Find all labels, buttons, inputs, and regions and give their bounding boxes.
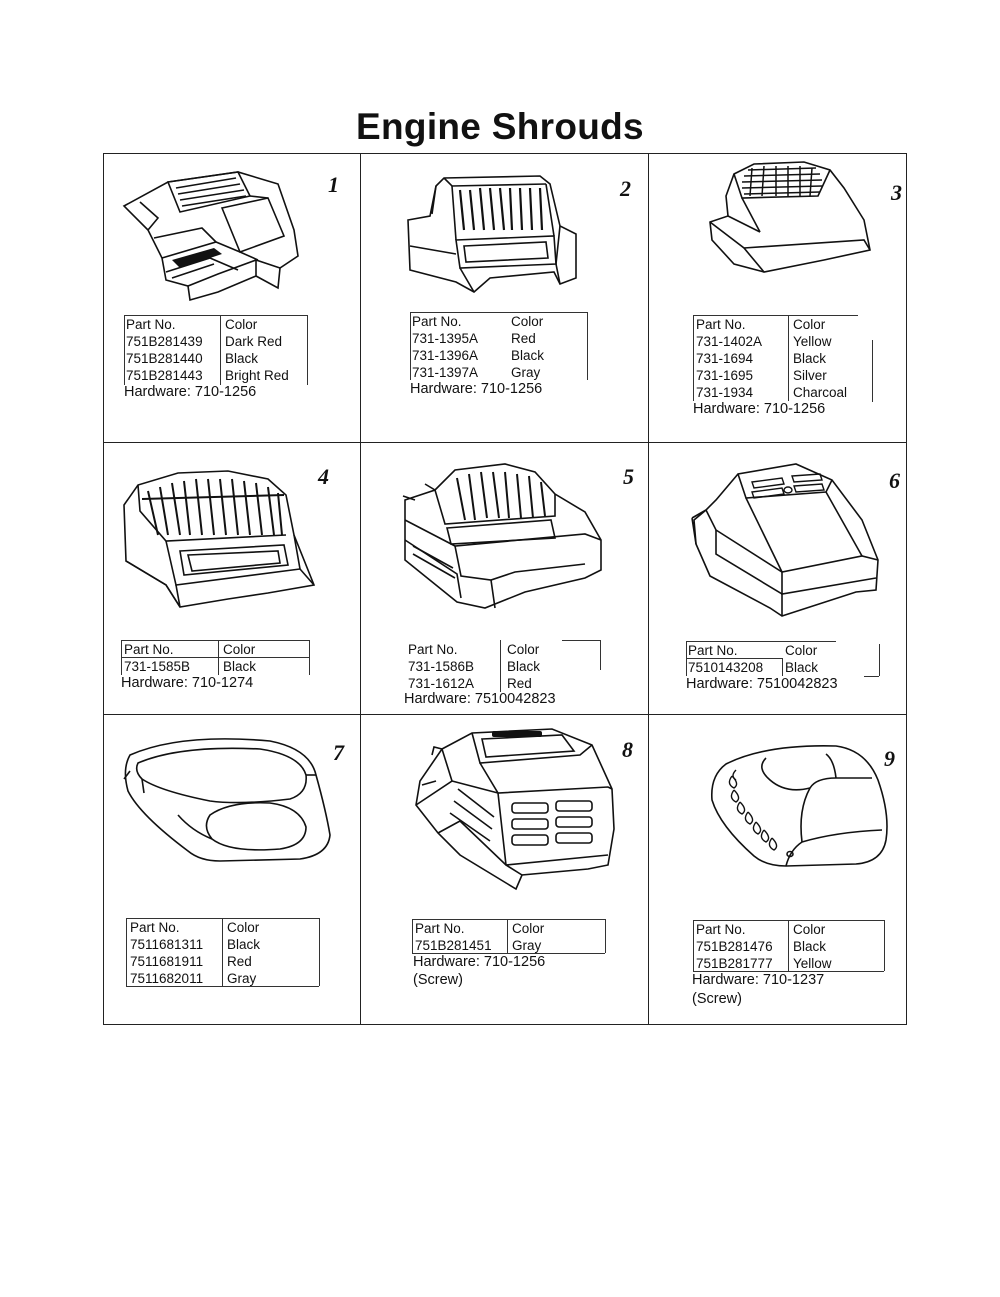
part-number: 731-1397A	[412, 365, 479, 380]
hardware-label: Hardware: 710-1256	[124, 384, 257, 400]
color-header: Color	[223, 642, 256, 657]
hardware-label: Hardware: 710-1256	[410, 381, 543, 397]
color-header: Color	[225, 317, 258, 332]
shroud-4-illustration	[118, 465, 318, 610]
item-number: 6	[889, 468, 900, 493]
part-color: Black	[223, 659, 257, 674]
table-header	[124, 641, 256, 658]
color-header: Color	[793, 317, 826, 332]
part-number: 731-1695	[696, 368, 754, 383]
part-color: Black	[507, 659, 541, 674]
part-color: Black	[225, 351, 259, 366]
color-header: Color	[793, 922, 826, 937]
color-header: Color	[227, 920, 260, 935]
item-number: 4	[318, 464, 329, 489]
grid-divider	[104, 714, 906, 715]
grid-divider	[360, 154, 361, 1024]
part-number: 7511681911	[130, 954, 204, 969]
table-row	[130, 970, 260, 987]
parts-table	[124, 641, 256, 675]
part-number: 7511681311	[130, 937, 204, 952]
part-color: Gray	[511, 365, 541, 380]
table-row	[696, 350, 847, 367]
part-no-header: Part No.	[696, 317, 746, 332]
part-no-header: Part No.	[412, 314, 462, 329]
part-color: Gray	[512, 938, 542, 953]
table-row	[696, 367, 847, 384]
grid-divider	[104, 442, 906, 443]
hardware-label: Hardware: 710-1237	[692, 972, 825, 988]
part-color: Charcoal	[793, 385, 848, 400]
part-number: 751B281439	[126, 334, 203, 349]
grid-divider	[648, 154, 649, 1024]
part-color: Black	[511, 348, 545, 363]
part-number: 731-1586B	[408, 659, 475, 674]
parts-table	[696, 316, 847, 401]
table-row	[412, 364, 544, 381]
table-header	[408, 641, 540, 658]
table-row	[124, 658, 256, 675]
part-no-header: Part No.	[130, 920, 180, 935]
shroud-2-illustration	[400, 170, 590, 300]
hardware-label: Hardware: 7510042823	[686, 676, 838, 692]
part-color: Yellow	[793, 956, 832, 971]
part-no-header: Part No.	[696, 922, 746, 937]
shroud-8-illustration	[412, 725, 620, 893]
color-header: Color	[511, 314, 544, 329]
table-row	[130, 936, 260, 953]
part-number: 751B281777	[696, 956, 773, 971]
table-row	[688, 659, 818, 676]
hardware-label: Hardware: 710-1274	[121, 675, 254, 691]
color-header: Color	[512, 921, 545, 936]
table-row	[696, 384, 847, 401]
table-row	[696, 955, 832, 972]
table-row	[130, 953, 260, 970]
shroud-9-illustration	[706, 740, 892, 870]
table-header	[696, 316, 847, 333]
part-no-header: Part No.	[124, 642, 174, 657]
table-row	[126, 350, 289, 367]
part-number: 751B281476	[696, 939, 773, 954]
table-row	[415, 937, 544, 954]
part-number: 751B281443	[126, 368, 203, 383]
table-row	[696, 938, 832, 955]
part-number: 751B281451	[415, 938, 492, 953]
parts-table	[412, 313, 544, 381]
item-number: 3	[891, 180, 902, 205]
parts-table	[130, 919, 260, 987]
part-color: Silver	[793, 368, 827, 383]
part-no-header: Part No.	[126, 317, 176, 332]
part-number: 751B281440	[126, 351, 203, 366]
part-no-header: Part No.	[415, 921, 465, 936]
hardware-label: Hardware: 710-1256	[413, 954, 546, 970]
part-number: 731-1396A	[412, 348, 479, 363]
table-row	[408, 658, 540, 675]
table-header	[696, 921, 832, 938]
parts-table	[408, 641, 540, 692]
table-row	[696, 333, 847, 350]
table-row	[412, 347, 544, 364]
part-number: 7510143208	[688, 660, 764, 675]
part-color: Dark Red	[225, 334, 283, 349]
item-number: 5	[623, 464, 634, 489]
part-color: Red	[511, 331, 536, 346]
shroud-7-illustration	[120, 735, 335, 865]
table-row	[126, 367, 289, 384]
table-header	[415, 920, 544, 937]
item-number: 8	[622, 737, 633, 762]
part-no-header: Part No.	[408, 642, 458, 657]
shroud-3-illustration	[704, 160, 879, 285]
part-number: 731-1395A	[412, 331, 479, 346]
part-color: Yellow	[793, 334, 832, 349]
part-color: Black	[793, 939, 827, 954]
shroud-6-illustration	[686, 460, 882, 620]
part-color: Black	[227, 937, 261, 952]
part-color: Black	[785, 660, 819, 675]
part-color: Gray	[227, 971, 257, 986]
shroud-1-illustration	[118, 168, 308, 303]
parts-table	[688, 642, 818, 676]
part-color: Red	[227, 954, 252, 969]
hardware-label: Hardware: 7510042823	[404, 691, 556, 707]
hardware-label: Hardware: 710-1256	[693, 401, 826, 417]
item-number: 1	[328, 172, 339, 197]
part-number: 731-1402A	[696, 334, 763, 349]
part-color: Red	[507, 676, 532, 691]
item-number: 9	[884, 746, 895, 771]
parts-table	[415, 920, 544, 954]
item-number: 2	[620, 176, 631, 201]
part-color: Bright Red	[225, 368, 289, 383]
part-number: 731-1612A	[408, 676, 475, 691]
parts-table	[126, 316, 289, 384]
part-color: Black	[793, 351, 827, 366]
table-header	[130, 919, 260, 936]
part-number: 731-1694	[696, 351, 754, 366]
part-number: 7511682011	[130, 971, 204, 986]
table-row	[412, 330, 544, 347]
table-header	[412, 313, 544, 330]
hardware-note: (Screw)	[692, 991, 742, 1007]
color-header: Color	[507, 642, 540, 657]
table-row	[408, 675, 540, 692]
table-row	[126, 333, 289, 350]
hardware-note: (Screw)	[413, 972, 463, 988]
shroud-5-illustration	[395, 460, 607, 615]
color-header: Color	[785, 643, 818, 658]
part-no-header: Part No.	[688, 643, 738, 658]
parts-table	[696, 921, 832, 972]
table-header	[688, 642, 818, 659]
part-number: 731-1934	[696, 385, 754, 400]
part-number: 731-1585B	[124, 659, 191, 674]
page-title: Engine Shrouds	[356, 106, 644, 147]
item-number: 7	[333, 740, 344, 765]
table-header	[126, 316, 289, 333]
